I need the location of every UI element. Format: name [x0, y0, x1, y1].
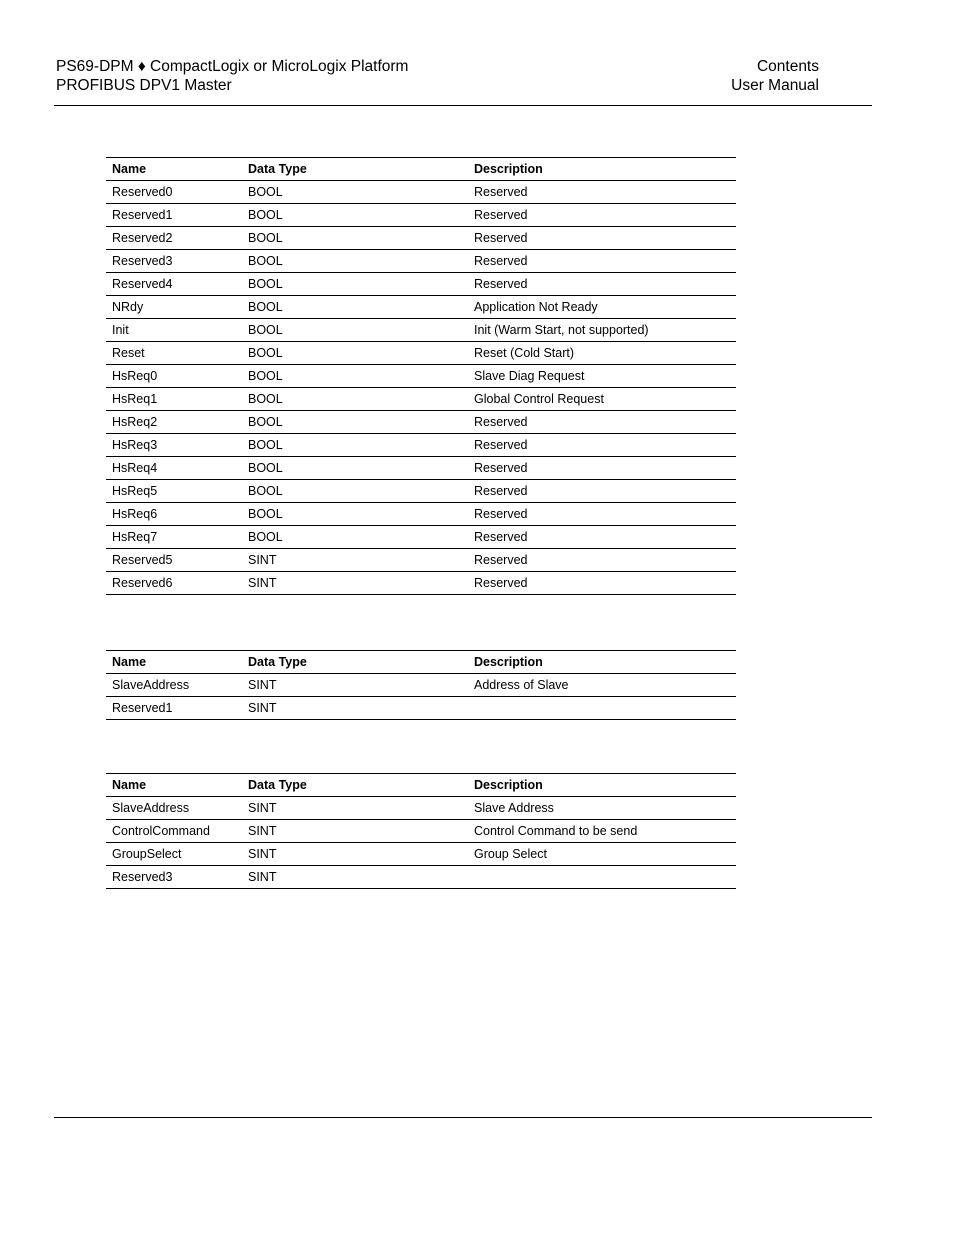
table-row [106, 866, 736, 889]
cell-description: Reset (Cold Start) [468, 342, 736, 365]
cell-data-type: SINT [242, 866, 468, 889]
cell-data-type: BOOL [242, 457, 468, 480]
column-header-data-type: Data Type [242, 158, 468, 181]
cell-description: Reserved [468, 503, 736, 526]
cell-description: Address of Slave [468, 674, 736, 697]
cell-description: Reserved [468, 250, 736, 273]
cell-data-type: SINT [242, 797, 468, 820]
cell-data-type: BOOL [242, 411, 468, 434]
column-header-data-type: Data Type [242, 774, 468, 797]
table-row [106, 434, 736, 457]
table-row [106, 549, 736, 572]
table-row [106, 181, 736, 204]
cell-data-type: BOOL [242, 434, 468, 457]
cell-name: Reserved6 [106, 572, 242, 595]
table-row [106, 820, 736, 843]
cell-name: HsReq7 [106, 526, 242, 549]
table-header-row [106, 774, 736, 797]
header-right [731, 57, 819, 95]
cell-description: Reserved [468, 434, 736, 457]
cell-data-type: SINT [242, 549, 468, 572]
cell-name: Reserved4 [106, 273, 242, 296]
cell-data-type: BOOL [242, 526, 468, 549]
cell-description: Reserved [468, 480, 736, 503]
table-row [106, 411, 736, 434]
cell-description: Reserved [468, 457, 736, 480]
table-row [106, 296, 736, 319]
cell-description: Reserved [468, 181, 736, 204]
cell-name: GroupSelect [106, 843, 242, 866]
column-header-description: Description [468, 651, 736, 674]
header-section: Contents [756, 58, 819, 75]
table-row [106, 674, 736, 697]
table-header-row [106, 651, 736, 674]
cell-data-type: BOOL [242, 204, 468, 227]
cell-description: Reserved [468, 273, 736, 296]
cell-data-type: BOOL [242, 365, 468, 388]
cell-data-type: BOOL [242, 388, 468, 411]
cell-name: HsReq3 [106, 434, 242, 457]
cell-description: Global Control Request [468, 388, 736, 411]
cell-data-type: BOOL [242, 480, 468, 503]
table-row [106, 572, 736, 595]
cell-description: Control Command to be send [468, 820, 736, 843]
cell-name: Reserved3 [106, 250, 242, 273]
cell-name: SlaveAddress [106, 674, 242, 697]
table-row [106, 250, 736, 273]
cell-name: HsReq2 [106, 411, 242, 434]
header-left [56, 57, 408, 95]
cell-name: HsReq0 [106, 365, 242, 388]
column-header-data-type: Data Type [242, 651, 468, 674]
cell-description: Slave Address [468, 797, 736, 820]
header-product-subtitle: PROFIBUS DPV1 Master [56, 77, 232, 94]
cell-data-type: BOOL [242, 273, 468, 296]
cell-name: Reset [106, 342, 242, 365]
header-product-title: PS69-DPM ♦ CompactLogix or MicroLogix Platform [56, 58, 409, 75]
cell-description: Slave Diag Request [468, 365, 736, 388]
cell-description: Application Not Ready [468, 296, 736, 319]
cell-name: HsReq5 [106, 480, 242, 503]
cell-name: Reserved5 [106, 549, 242, 572]
cell-data-type: SINT [242, 572, 468, 595]
table-row [106, 526, 736, 549]
table-row [106, 388, 736, 411]
table-row [106, 319, 736, 342]
cell-data-type: BOOL [242, 250, 468, 273]
cell-data-type: BOOL [242, 227, 468, 250]
cell-description: Init (Warm Start, not supported) [468, 319, 736, 342]
cell-description: Reserved [468, 227, 736, 250]
cell-description: Reserved [468, 526, 736, 549]
column-header-description: Description [468, 774, 736, 797]
cell-data-type: SINT [242, 843, 468, 866]
cell-name: HsReq6 [106, 503, 242, 526]
table-row [106, 503, 736, 526]
cell-name: Reserved1 [106, 697, 242, 720]
cell-description [468, 697, 736, 720]
cell-data-type: SINT [242, 820, 468, 843]
table-row [106, 273, 736, 296]
cell-data-type: SINT [242, 674, 468, 697]
cell-data-type: BOOL [242, 503, 468, 526]
header-divider [54, 105, 872, 106]
cell-name: SlaveAddress [106, 797, 242, 820]
table-row [106, 480, 736, 503]
cell-description: Reserved [468, 204, 736, 227]
cell-name: Reserved0 [106, 181, 242, 204]
global-control-table [106, 773, 736, 889]
status-bits-table [106, 157, 736, 595]
column-header-name: Name [106, 774, 242, 797]
table-header-row [106, 158, 736, 181]
header-document-type: User Manual [731, 77, 819, 94]
cell-data-type: BOOL [242, 296, 468, 319]
cell-data-type: BOOL [242, 342, 468, 365]
cell-description: Reserved [468, 572, 736, 595]
table-row [106, 457, 736, 480]
table-row [106, 365, 736, 388]
column-header-name: Name [106, 158, 242, 181]
table-row [106, 697, 736, 720]
cell-name: HsReq4 [106, 457, 242, 480]
column-header-name: Name [106, 651, 242, 674]
table-row [106, 843, 736, 866]
table-row [106, 797, 736, 820]
cell-name: NRdy [106, 296, 242, 319]
cell-name: ControlCommand [106, 820, 242, 843]
cell-description: Reserved [468, 549, 736, 572]
cell-name: Init [106, 319, 242, 342]
table-row [106, 342, 736, 365]
table-row [106, 204, 736, 227]
cell-description [468, 866, 736, 889]
cell-description: Group Select [468, 843, 736, 866]
cell-name: HsReq1 [106, 388, 242, 411]
cell-name: Reserved2 [106, 227, 242, 250]
slave-diag-table [106, 650, 736, 720]
cell-name: Reserved1 [106, 204, 242, 227]
cell-name: Reserved3 [106, 866, 242, 889]
table-row [106, 227, 736, 250]
column-header-description: Description [468, 158, 736, 181]
cell-data-type: BOOL [242, 319, 468, 342]
cell-data-type: SINT [242, 697, 468, 720]
cell-description: Reserved [468, 411, 736, 434]
cell-data-type: BOOL [242, 181, 468, 204]
footer-divider [54, 1117, 872, 1118]
